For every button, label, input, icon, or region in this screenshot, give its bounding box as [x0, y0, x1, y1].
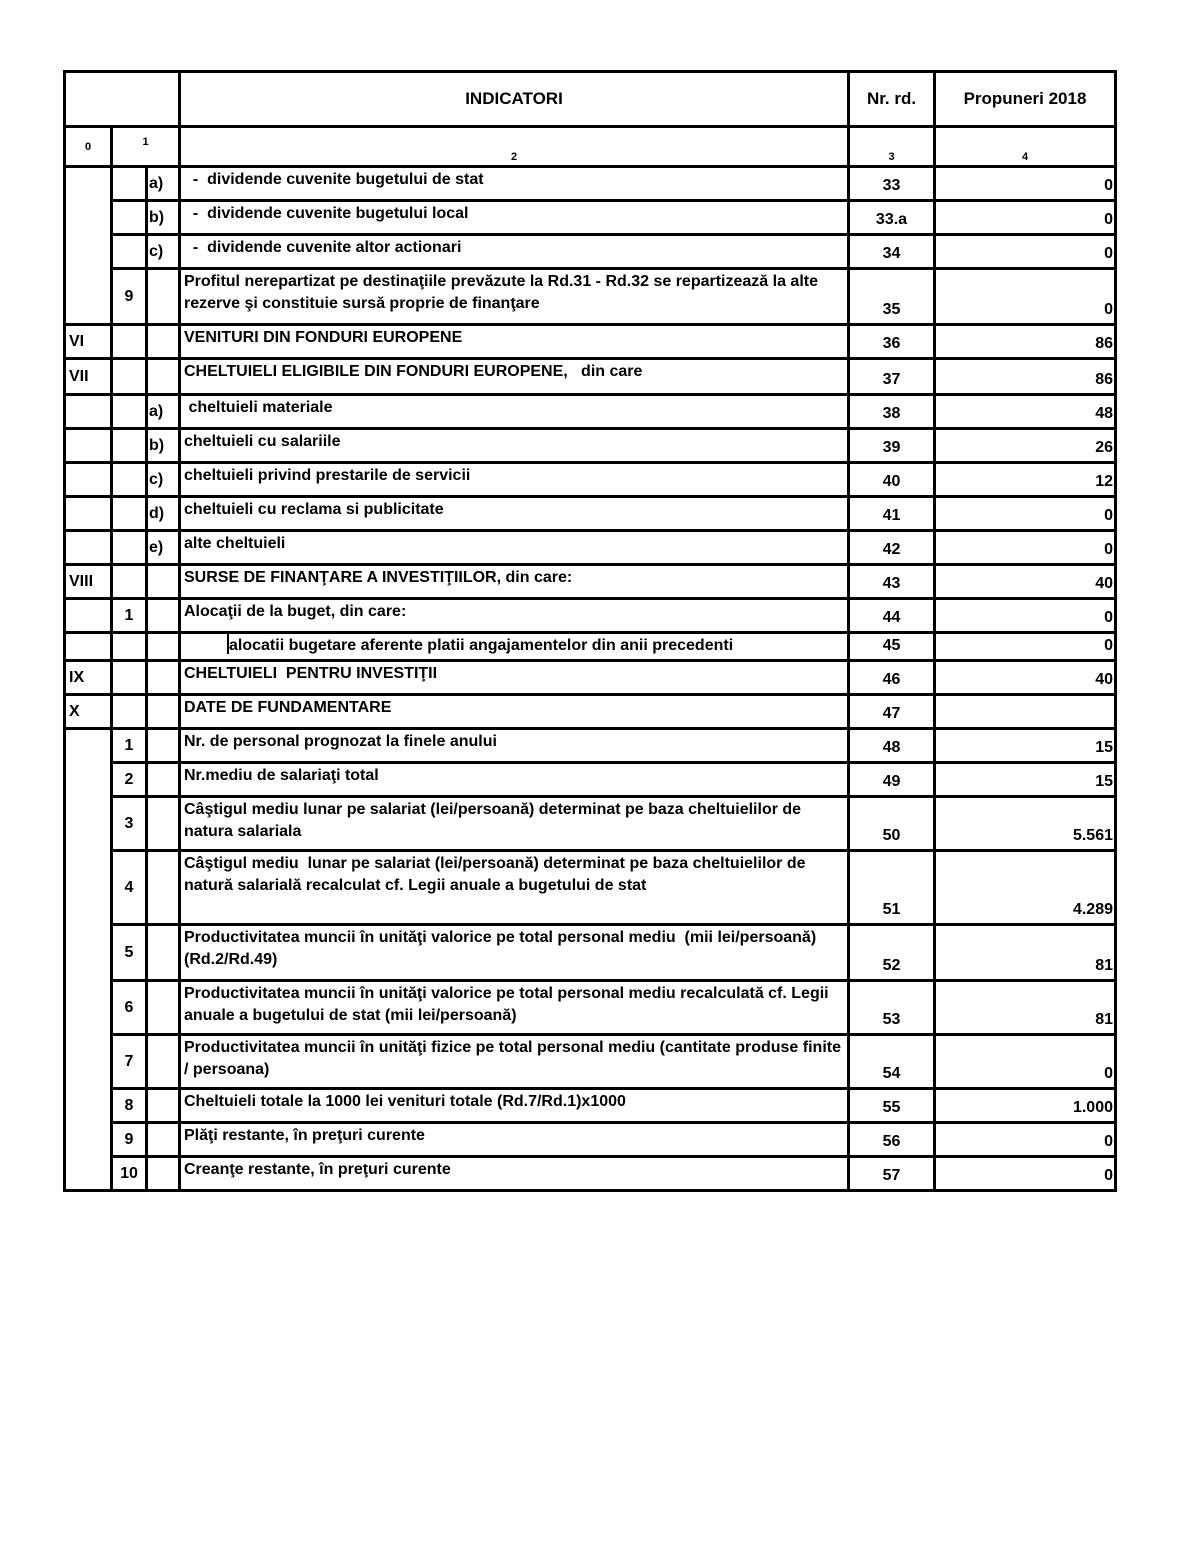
row-nr-rd: 54 [849, 1035, 935, 1089]
row-propuneri-value: 0 [935, 1035, 1116, 1089]
row-indicator-text [180, 729, 849, 763]
row-letter [147, 1123, 180, 1157]
row-section-roman [65, 925, 112, 981]
row-nr-rd: 46 [849, 661, 935, 695]
row-indicator-text [180, 167, 849, 201]
row-number [112, 695, 147, 729]
row-indicator-text [180, 201, 849, 235]
budget-indicators-sheet [63, 70, 1117, 1192]
row-indicator-text [180, 325, 849, 359]
indicator-label: alte cheltuieli [184, 535, 286, 552]
row-nr-rd: 43 [849, 565, 935, 599]
indicator-label: Alocaţii de la buget, din care: [184, 603, 407, 620]
row-number [112, 661, 147, 695]
row-letter [147, 763, 180, 797]
row-section-roman: VIII [65, 565, 112, 599]
row-number [112, 497, 147, 531]
row-indicator-text [180, 633, 849, 661]
index-col-2: 2 [180, 127, 849, 167]
row-propuneri-value: 0 [935, 633, 1116, 661]
row-letter: c) [147, 235, 180, 269]
row-letter [147, 633, 180, 661]
indicator-label: cheltuieli materiale [184, 399, 333, 416]
indicators-table [63, 70, 1117, 1192]
row-letter [147, 269, 180, 325]
row-letter [147, 661, 180, 695]
indicator-label: CHELTUIELI ELIGIBILE DIN FONDURI EUROPENE, din care [184, 363, 643, 380]
row-indicator-text [180, 463, 849, 497]
indicator-label: - dividende cuvenite bugetului local [184, 205, 469, 222]
row-indicator-text [180, 269, 849, 325]
row-propuneri-value: 0 [935, 1123, 1116, 1157]
indicator-label: VENITURI DIN FONDURI EUROPENE [184, 329, 463, 346]
row-nr-rd: 38 [849, 395, 935, 429]
header-propuneri: Propuneri 2018 [935, 72, 1116, 127]
indicator-label: cheltuieli cu reclama si publicitate [184, 501, 444, 518]
indicator-label: Nr. de personal prognozat la finele anului [184, 733, 497, 750]
table-row [65, 359, 1116, 395]
row-indicator-text [180, 925, 849, 981]
row-propuneri-value: 86 [935, 359, 1116, 395]
row-section-roman [65, 429, 112, 463]
row-letter: b) [147, 429, 180, 463]
row-indicator-text [180, 763, 849, 797]
table-row [65, 395, 1116, 429]
row-number: 10 [112, 1157, 147, 1191]
row-indicator-text [180, 1157, 849, 1191]
header-blank-cell [65, 72, 180, 127]
row-letter [147, 599, 180, 633]
row-number [112, 429, 147, 463]
row-nr-rd: 48 [849, 729, 935, 763]
row-letter [147, 1035, 180, 1089]
row-nr-rd: 53 [849, 981, 935, 1035]
table-row [65, 235, 1116, 269]
row-propuneri-value: 15 [935, 729, 1116, 763]
header-indicatori: INDICATORI [180, 72, 849, 127]
row-nr-rd: 51 [849, 851, 935, 925]
row-indicator-text [180, 1035, 849, 1089]
row-nr-rd: 34 [849, 235, 935, 269]
row-section-roman [65, 497, 112, 531]
row-number: 9 [112, 269, 147, 325]
row-propuneri-value: 0 [935, 201, 1116, 235]
row-nr-rd: 47 [849, 695, 935, 729]
indicator-label: alocatii bugetare aferente platii angajamentelor din anii precedenti [229, 637, 734, 654]
row-letter [147, 1157, 180, 1191]
row-nr-rd: 42 [849, 531, 935, 565]
table-row [65, 925, 1116, 981]
row-nr-rd: 55 [849, 1089, 935, 1123]
table-row [65, 497, 1116, 531]
row-propuneri-value: 0 [935, 269, 1116, 325]
index-col-0: 0 [65, 127, 112, 167]
indicator-label: SURSE DE FINANŢARE A INVESTIŢIILOR, din care: [184, 569, 573, 586]
row-letter: b) [147, 201, 180, 235]
row-letter [147, 1089, 180, 1123]
row-letter: a) [147, 167, 180, 201]
row-letter: d) [147, 497, 180, 531]
table-row [65, 531, 1116, 565]
row-section-roman: VI [65, 325, 112, 359]
index-col-4: 4 [935, 127, 1116, 167]
row-nr-rd: 52 [849, 925, 935, 981]
row-nr-rd: 36 [849, 325, 935, 359]
indicator-label: Creanţe restante, în preţuri curente [184, 1161, 451, 1178]
row-section-roman [65, 531, 112, 565]
row-number: 4 [112, 851, 147, 925]
row-number: 3 [112, 797, 147, 851]
row-indicator-text [180, 981, 849, 1035]
row-propuneri-value: 81 [935, 981, 1116, 1035]
row-section-roman: IX [65, 661, 112, 695]
row-propuneri-value: 0 [935, 497, 1116, 531]
row-nr-rd: 49 [849, 763, 935, 797]
row-section-roman: VII [65, 359, 112, 395]
row-letter [147, 925, 180, 981]
row-number [112, 565, 147, 599]
row-propuneri-value: 0 [935, 235, 1116, 269]
row-indicator-text [180, 565, 849, 599]
row-number [112, 235, 147, 269]
row-propuneri-value: 5.561 [935, 797, 1116, 851]
row-number: 1 [112, 599, 147, 633]
table-row [65, 695, 1116, 729]
row-indicator-text [180, 599, 849, 633]
row-section-roman [65, 1157, 112, 1191]
row-letter [147, 565, 180, 599]
indicator-label: Cheltuieli totale la 1000 lei venituri totale (Rd.7/Rd.1)x1000 [184, 1093, 626, 1110]
row-indicator-text [180, 359, 849, 395]
row-letter: e) [147, 531, 180, 565]
row-number: 1 [112, 729, 147, 763]
row-number: 9 [112, 1123, 147, 1157]
row-letter [147, 359, 180, 395]
row-number: 6 [112, 981, 147, 1035]
row-section-roman [65, 269, 112, 325]
indicator-label: Plăţi restante, în preţuri curente [184, 1127, 425, 1144]
row-number [112, 325, 147, 359]
table-row [65, 1157, 1116, 1191]
row-indicator-text [180, 497, 849, 531]
row-number: 2 [112, 763, 147, 797]
indicator-label: DATE DE FUNDAMENTARE [184, 699, 392, 716]
indicator-label: Productivitatea muncii în unităţi fizice pe total personal mediu (cantitate produse finite / persoana) [184, 1039, 846, 1078]
table-row [65, 729, 1116, 763]
table-row [65, 797, 1116, 851]
row-nr-rd: 39 [849, 429, 935, 463]
row-indicator-text [180, 797, 849, 851]
indicator-label: CHELTUIELI PENTRU INVESTIŢII [184, 665, 438, 682]
row-section-roman [65, 599, 112, 633]
row-section-roman [65, 463, 112, 497]
row-number [112, 463, 147, 497]
table-row [65, 1089, 1116, 1123]
row-number: 8 [112, 1089, 147, 1123]
indicator-label: Profitul nerepartizat pe destinaţiile prevăzute la Rd.31 - Rd.32 se repartizează la alte rezerve şi constituie sursă proprie de finanţare [184, 273, 823, 312]
header-nr-rd: Nr. rd. [849, 72, 935, 127]
indicator-label: cheltuieli cu salariile [184, 433, 341, 450]
row-indicator-text [180, 1089, 849, 1123]
row-letter: a) [147, 395, 180, 429]
indicator-label: Câştigul mediu lunar pe salariat (lei/persoană) determinat pe baza cheltuielilor de natura salariala [184, 801, 806, 840]
row-nr-rd: 33 [849, 167, 935, 201]
row-propuneri-value: 40 [935, 661, 1116, 695]
row-section-roman [65, 981, 112, 1035]
row-section-roman [65, 1123, 112, 1157]
table-row [65, 269, 1116, 325]
row-section-roman [65, 763, 112, 797]
row-number [112, 395, 147, 429]
row-section-roman [65, 201, 112, 235]
row-section-roman [65, 1089, 112, 1123]
row-section-roman [65, 851, 112, 925]
table-row [65, 463, 1116, 497]
row-propuneri-value: 26 [935, 429, 1116, 463]
row-nr-rd: 45 [849, 633, 935, 661]
row-propuneri-value: 0 [935, 531, 1116, 565]
row-number [112, 359, 147, 395]
table-row [65, 167, 1116, 201]
table-row [65, 981, 1116, 1035]
row-letter [147, 325, 180, 359]
row-indicator-text [180, 429, 849, 463]
row-section-roman [65, 167, 112, 201]
table-row [65, 565, 1116, 599]
row-propuneri-value: 12 [935, 463, 1116, 497]
row-nr-rd: 41 [849, 497, 935, 531]
row-indicator-text [180, 1123, 849, 1157]
row-letter [147, 695, 180, 729]
indicator-label: cheltuieli privind prestarile de servicii [184, 467, 471, 484]
row-number [112, 201, 147, 235]
row-propuneri-value: 0 [935, 167, 1116, 201]
row-section-roman [65, 797, 112, 851]
row-indicator-text [180, 531, 849, 565]
row-propuneri-value: 86 [935, 325, 1116, 359]
row-propuneri-value: 0 [935, 1157, 1116, 1191]
row-number: 7 [112, 1035, 147, 1089]
row-number [112, 531, 147, 565]
row-section-roman [65, 729, 112, 763]
indent-box [181, 634, 229, 654]
row-indicator-text [180, 695, 849, 729]
index-col-1: 1 [112, 127, 180, 167]
row-nr-rd: 44 [849, 599, 935, 633]
indicator-label: - dividende cuvenite bugetului de stat [184, 171, 484, 188]
row-propuneri-value: 40 [935, 565, 1116, 599]
row-nr-rd: 56 [849, 1123, 935, 1157]
row-letter [147, 729, 180, 763]
row-section-roman [65, 395, 112, 429]
table-row [65, 851, 1116, 925]
row-indicator-text [180, 851, 849, 925]
row-letter: c) [147, 463, 180, 497]
row-indicator-text [180, 235, 849, 269]
table-row [65, 661, 1116, 695]
row-letter [147, 851, 180, 925]
table-row [65, 201, 1116, 235]
indicator-label: Productivitatea muncii în unităţi valorice pe total personal mediu recalculată cf. Legii anuale a bugetului de stat (mii lei/persoană) [184, 985, 834, 1024]
table-row [65, 325, 1116, 359]
row-propuneri-value: 0 [935, 599, 1116, 633]
indicator-label: Câştigul mediu lunar pe salariat (lei/persoană) determinat pe baza cheltuielilor de natură salarială recalculat cf. Legii anuale a bugetului de stat [184, 855, 810, 894]
row-section-roman: X [65, 695, 112, 729]
row-nr-rd: 35 [849, 269, 935, 325]
table-row [65, 763, 1116, 797]
row-number: 5 [112, 925, 147, 981]
row-indicator-text [180, 661, 849, 695]
row-propuneri-value [935, 695, 1116, 729]
table-row [65, 1123, 1116, 1157]
row-propuneri-value: 48 [935, 395, 1116, 429]
header-row [65, 72, 1116, 127]
table-row [65, 1035, 1116, 1089]
row-section-roman [65, 633, 112, 661]
row-nr-rd: 50 [849, 797, 935, 851]
index-col-3: 3 [849, 127, 935, 167]
row-indicator-text [180, 395, 849, 429]
column-index-row [65, 127, 1116, 167]
indicator-label: Nr.mediu de salariaţi total [184, 767, 379, 784]
row-nr-rd: 37 [849, 359, 935, 395]
row-nr-rd: 57 [849, 1157, 935, 1191]
row-propuneri-value: 4.289 [935, 851, 1116, 925]
row-section-roman [65, 1035, 112, 1089]
row-propuneri-value: 1.000 [935, 1089, 1116, 1123]
row-propuneri-value: 15 [935, 763, 1116, 797]
row-number [112, 633, 147, 661]
row-propuneri-value: 81 [935, 925, 1116, 981]
row-nr-rd: 40 [849, 463, 935, 497]
table-row [65, 633, 1116, 661]
table-row [65, 429, 1116, 463]
row-section-roman [65, 235, 112, 269]
row-letter [147, 981, 180, 1035]
row-letter [147, 797, 180, 851]
indicator-label: Productivitatea muncii în unităţi valorice pe total personal mediu (mii lei/persoană) (Rd.2/Rd.49) [184, 929, 821, 968]
indicator-label: - dividende cuvenite altor actionari [184, 239, 462, 256]
row-number [112, 167, 147, 201]
row-nr-rd: 33.a [849, 201, 935, 235]
table-row [65, 599, 1116, 633]
